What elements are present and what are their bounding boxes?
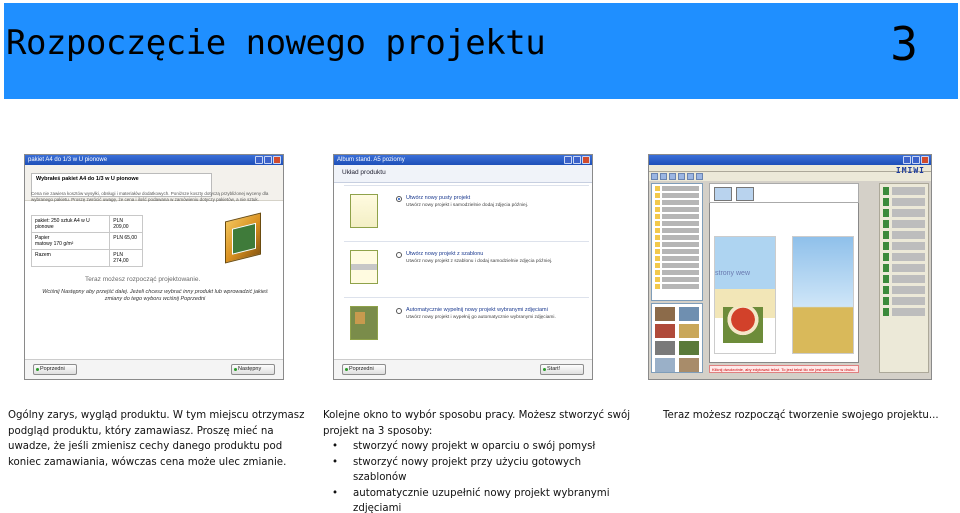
window-titlebar [334,155,592,165]
folder-icon[interactable] [655,186,699,191]
tool-icon[interactable] [883,209,925,217]
price-info: Cena nie zawiera kosztów wysyłki, obsługi i materiałów dodatkowych. Poniższe koszty dotyczą przybliżonej wyceny dla wybranego pakietu. Proszę zwrócić uwagę, że cena i ilość podawana w zamówieniu dotyczy pakietów, a nie sztuk. [31,191,269,202]
arrow-right-icon [543,368,546,371]
folder-icon[interactable] [655,270,699,275]
table-cell: Papier matowy 170 g/m² [32,233,110,250]
folder-icon[interactable] [655,235,699,240]
back-button[interactable] [342,364,386,375]
page-title: Rozpoczęcie nowego projektu [6,23,546,63]
folder-tree[interactable] [651,183,703,301]
arrow-left-icon [36,368,39,371]
option-autofill-project[interactable] [344,297,589,353]
undo-icon[interactable] [678,173,685,180]
price-table [31,215,143,267]
close-icon[interactable] [582,156,590,164]
folder-icon[interactable] [655,207,699,212]
option-description: Utwórz nowy projekt z szablonu i dodaj samodzielnie zdjęcia później. [406,259,553,264]
option-template-project[interactable] [344,241,589,297]
window-controls [903,156,929,164]
maximize-icon[interactable] [912,156,920,164]
maximize-icon[interactable] [573,156,581,164]
folder-icon[interactable] [655,277,699,282]
minimize-icon[interactable] [564,156,572,164]
navigation-note: Wciśnij Następny aby przejść dalej. Jeżeli chcesz wybrać inny produkt lub wprowadzić jakieś zmiany do tego wyboru wciśnij Poprzedni [42,289,268,302]
table-cell: Razem [32,250,110,267]
photo-thumbnail[interactable] [679,324,699,338]
folder-icon[interactable] [655,200,699,205]
table-cell: pakiet: 250 sztuk A4 w U pionowe [32,216,110,233]
section-header [334,165,592,183]
page-thumbnail[interactable] [736,187,754,201]
folder-icon[interactable] [655,249,699,254]
tool-icon[interactable] [883,253,925,261]
work-mode-list [323,439,633,513]
back-button-label: Poprzedni [349,366,374,372]
page-thumbnails [709,183,859,203]
ready-text: Teraz możesz rozpocząć projektowanie. [85,276,201,283]
section-title: Układ produktu [342,169,386,176]
menu-bar[interactable] [649,165,931,172]
list-item: • automatycznie uzupełnić nowy projekt wybranymi zdjęciami [323,486,633,513]
list-item: • stworzyć nowy projekt w oparciu o swój pomysł [323,439,633,455]
table-cell: PLN 65,00 [110,233,143,250]
close-icon[interactable] [921,156,929,164]
next-button-label: Następny [238,366,262,372]
selection-heading: Wybrałeś pakiet A4 do 1/3 w U pionowe [36,176,139,182]
maximize-icon[interactable] [264,156,272,164]
redo-icon[interactable] [687,173,694,180]
print-icon[interactable] [696,173,703,180]
tool-icon[interactable] [883,264,925,272]
radio-autofill-project[interactable] [396,308,402,314]
next-button[interactable] [231,364,275,375]
back-button[interactable] [33,364,77,375]
tool-icon[interactable] [883,297,925,305]
back-button-label: Poprzedni [40,366,65,372]
arrow-right-icon [234,368,237,371]
folder-icon[interactable] [655,284,699,289]
table-cell: PLN 274,00 [110,250,143,267]
status-bar: Kliknij dwukrotnie, aby edytować tekst. To jest tekst tło nie jest widoczne w druku. [709,365,859,373]
window-title: pakiet A4 do 1/3 w U pionowe [28,157,108,163]
tool-icon[interactable] [883,242,925,250]
new-icon[interactable] [651,173,658,180]
caption-start-design: Teraz możesz rozpocząć tworzenie swojego projektu... [663,410,939,421]
folder-icon[interactable] [655,193,699,198]
photo-thumbnail[interactable] [679,307,699,321]
tool-icon[interactable] [883,275,925,283]
window-controls [564,156,590,164]
table-row [32,250,143,267]
window-controls [255,156,281,164]
save-icon[interactable] [669,173,676,180]
option-description: Utwórz nowy projekt i samodzielnie dodaj zdjęcia później. [406,203,529,208]
start-button[interactable] [540,364,584,375]
empty-page-thumbnail [350,194,378,228]
minimize-icon[interactable] [903,156,911,164]
folder-icon[interactable] [655,256,699,261]
photo-thumbnail[interactable] [679,341,699,355]
folder-icon[interactable] [655,214,699,219]
list-item: • stworzyć nowy projekt przy użyciu gotowych szablonów [323,455,633,486]
caption-work-mode [323,408,633,513]
minimize-icon[interactable] [255,156,263,164]
tool-icon[interactable] [883,187,925,195]
photo-thumbnail[interactable] [655,341,675,355]
option-label: Utwórz nowy pusty projekt [406,195,471,201]
page-text: strony wew [715,270,751,277]
slide-number: 3 [890,17,918,71]
window-titlebar [649,155,931,165]
open-icon[interactable] [660,173,667,180]
tool-icon[interactable] [883,231,925,239]
table-cell: PLN 209,00 [110,216,143,233]
option-label: Utwórz nowy projekt z szablonu [406,251,484,257]
caption-product-overview: Ogólny zarys, wygląd produktu. W tym miejscu otrzymasz podgląd produktu, który zamawiasz. Proszę mieć na uwadze, że jeśli zmienisz cechy danego produktu pod koniec zamawiania, wówczas cena może ulec zmianie. [8,410,305,468]
option-description: Utwórz nowy projekt i wypełnij go automatycznie wybranymi zdjęciami. [406,315,556,320]
folder-icon[interactable] [655,263,699,268]
toolbar [649,172,931,181]
tool-panel [879,183,929,373]
folder-icon[interactable] [655,228,699,233]
photo-thumbnail[interactable] [655,324,675,338]
right-page[interactable] [792,236,854,354]
photo-browser[interactable] [651,303,703,373]
tool-icon[interactable] [883,286,925,294]
table-row [32,216,143,233]
screenshot-product-summary [24,154,284,380]
photo-thumbnail[interactable] [655,307,675,321]
start-button-label: Start! [547,366,561,372]
tool-icon[interactable] [883,308,925,316]
window-titlebar [25,155,283,165]
brand-logo: IMIWI [895,166,925,175]
photo-thumbnail[interactable] [655,358,675,372]
window-title: Album stand. A5 poziomy [337,157,405,163]
photo-thumbnail[interactable] [679,358,699,372]
radio-empty-project[interactable] [396,196,402,202]
radio-template-project[interactable] [396,252,402,258]
template-thumbnail [350,250,378,284]
page-thumbnail[interactable] [714,187,732,201]
arrow-left-icon [345,368,348,371]
tool-icon[interactable] [883,220,925,228]
folder-icon[interactable] [655,242,699,247]
screenshot-work-mode [333,154,593,380]
title-banner [4,3,958,99]
caption-intro: Kolejne okno to wybór sposobu pracy. Możesz stworzyć swój projekt na 3 sposoby: [323,410,631,437]
screenshot-editor [648,154,932,380]
tool-icon[interactable] [883,198,925,206]
left-page[interactable] [714,236,776,354]
option-label: Automatycznie wypełnij nowy projekt wybranymi zdjęciami [406,307,548,313]
folder-icon[interactable] [655,221,699,226]
option-empty-project[interactable] [344,185,589,241]
table-row [32,233,143,250]
autofill-thumbnail [350,306,378,340]
product-box-image [225,213,261,264]
close-icon[interactable] [273,156,281,164]
